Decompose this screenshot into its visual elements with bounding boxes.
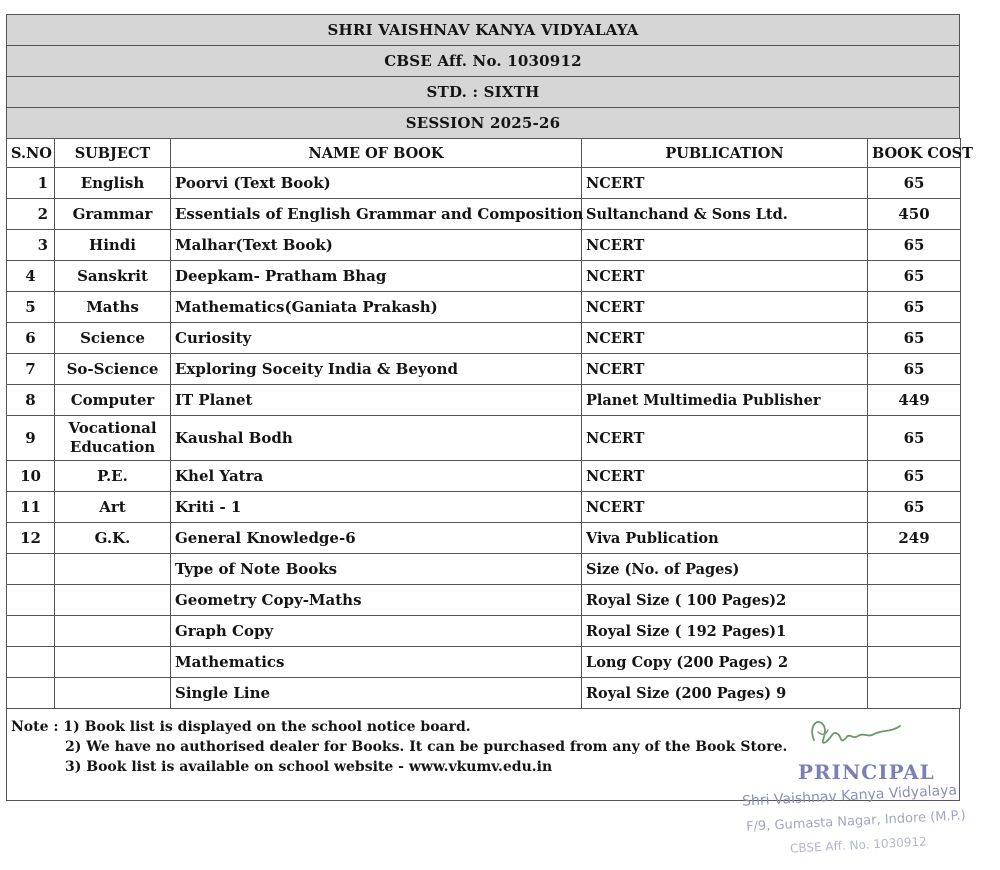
stamp-affiliation: CBSE Aff. No. 1030912 <box>789 834 927 856</box>
empty-cell <box>7 647 55 678</box>
notebook-header-row <box>7 554 961 585</box>
row-cost: 65 <box>868 168 961 199</box>
note-line-3: 3) Book list is available on school website - www.vkumv.edu.in <box>65 759 553 775</box>
notebook-row <box>7 585 961 616</box>
empty-cell <box>868 647 961 678</box>
row-publication: NCERT <box>582 168 868 199</box>
empty-cell <box>7 585 55 616</box>
notebook-size: Long Copy (200 Pages) 2 <box>582 647 868 678</box>
row-book: Khel Yatra <box>171 461 582 492</box>
note-line-1: Note : 1) Book list is displayed on the school notice board. <box>11 719 471 735</box>
row-book: Deepkam- Pratham Bhag <box>171 261 582 292</box>
row-sno: 4 <box>7 261 55 292</box>
row-book: Kaushal Bodh <box>171 416 582 461</box>
row-subject: So-Science <box>55 354 171 385</box>
row-sno: 9 <box>7 416 55 461</box>
row-publication: Sultanchand & Sons Ltd. <box>582 199 868 230</box>
row-subject: Computer <box>55 385 171 416</box>
column-header-subject: SUBJECT <box>55 139 171 168</box>
affiliation-number: CBSE Aff. No. 1030912 <box>6 45 960 76</box>
row-cost: 65 <box>868 354 961 385</box>
empty-cell <box>868 554 961 585</box>
notebook-size: Royal Size ( 192 Pages)1 <box>582 616 868 647</box>
empty-cell <box>55 678 171 709</box>
row-sno: 2 <box>7 199 55 230</box>
stamp-school-name: Shri Vaishnav Kanya Vidyalaya <box>741 782 958 810</box>
row-sno: 7 <box>7 354 55 385</box>
table-row <box>7 199 961 230</box>
notebook-row <box>7 678 961 709</box>
row-cost: 65 <box>868 461 961 492</box>
signature-icon <box>804 712 914 762</box>
notebook-size: Royal Size ( 100 Pages)2 <box>582 585 868 616</box>
table-row <box>7 230 961 261</box>
empty-cell <box>7 616 55 647</box>
row-book: IT Planet <box>171 385 582 416</box>
row-book: Curiosity <box>171 323 582 354</box>
row-publication: NCERT <box>582 323 868 354</box>
row-publication: NCERT <box>582 292 868 323</box>
row-book: Exploring Soceity India & Beyond <box>171 354 582 385</box>
row-sno: 3 <box>7 230 55 261</box>
notebook-type-heading: Type of Note Books <box>171 554 582 585</box>
empty-cell <box>55 647 171 678</box>
row-publication: NCERT <box>582 261 868 292</box>
empty-cell <box>7 554 55 585</box>
row-book: Kriti - 1 <box>171 492 582 523</box>
table-row <box>7 523 961 554</box>
principal-stamp <box>740 712 990 862</box>
empty-cell <box>55 554 171 585</box>
row-cost: 65 <box>868 230 961 261</box>
notebook-type: Graph Copy <box>171 616 582 647</box>
row-publication: NCERT <box>582 461 868 492</box>
column-header-cost: BOOK COST <box>868 139 961 168</box>
table-row <box>7 354 961 385</box>
column-header-publication: PUBLICATION <box>582 139 868 168</box>
row-sno: 11 <box>7 492 55 523</box>
row-publication: Planet Multimedia Publisher <box>582 385 868 416</box>
row-sno: 10 <box>7 461 55 492</box>
empty-cell <box>868 616 961 647</box>
column-header-book: NAME OF BOOK <box>171 139 582 168</box>
row-book: Poorvi (Text Book) <box>171 168 582 199</box>
table-row <box>7 323 961 354</box>
row-cost: 65 <box>868 261 961 292</box>
empty-cell <box>868 678 961 709</box>
column-header-sno: S.NO <box>7 139 55 168</box>
notebook-row <box>7 616 961 647</box>
row-sno: 8 <box>7 385 55 416</box>
notebook-size-heading: Size (No. of Pages) <box>582 554 868 585</box>
row-subject: Science <box>55 323 171 354</box>
session-label: SESSION 2025-26 <box>6 107 960 138</box>
row-subject: Art <box>55 492 171 523</box>
notebook-row <box>7 647 961 678</box>
book-list-sheet <box>6 14 973 801</box>
empty-cell <box>55 585 171 616</box>
row-cost: 450 <box>868 199 961 230</box>
row-publication: NCERT <box>582 492 868 523</box>
principal-title: PRINCIPAL <box>798 760 935 784</box>
empty-cell <box>55 616 171 647</box>
row-subject: Sanskrit <box>55 261 171 292</box>
row-publication: NCERT <box>582 416 868 461</box>
row-cost: 65 <box>868 292 961 323</box>
table-row <box>7 492 961 523</box>
row-publication: NCERT <box>582 354 868 385</box>
table-row <box>7 416 961 461</box>
row-cost: 449 <box>868 385 961 416</box>
row-cost: 65 <box>868 416 961 461</box>
row-sno: 1 <box>7 168 55 199</box>
stamp-address: F/9, Gumasta Nagar, Indore (M.P.) <box>745 808 966 835</box>
note-line-2: 2) We have no authorised dealer for Books. It can be purchased from any of the Book Store. <box>65 739 788 755</box>
row-subject: P.E. <box>55 461 171 492</box>
row-subject: Vocational Education <box>55 416 171 461</box>
table-row <box>7 385 961 416</box>
table-row <box>7 292 961 323</box>
book-list-table <box>6 138 973 709</box>
row-book: Essentials of English Grammar and Composition <box>171 199 582 230</box>
notebook-size: Royal Size (200 Pages) 9 <box>582 678 868 709</box>
row-sno: 5 <box>7 292 55 323</box>
row-cost: 65 <box>868 323 961 354</box>
row-sno: 12 <box>7 523 55 554</box>
table-header-row <box>7 139 961 168</box>
table-row <box>7 168 961 199</box>
row-cost: 249 <box>868 523 961 554</box>
standard-label: STD. : SIXTH <box>6 76 960 107</box>
table-row <box>7 261 961 292</box>
table-row <box>7 461 961 492</box>
notebook-type: Mathematics <box>171 647 582 678</box>
empty-cell <box>7 678 55 709</box>
row-sno: 6 <box>7 323 55 354</box>
empty-cell <box>868 585 961 616</box>
row-book: Malhar(Text Book) <box>171 230 582 261</box>
row-subject: G.K. <box>55 523 171 554</box>
row-subject: English <box>55 168 171 199</box>
notebook-type: Geometry Copy-Maths <box>171 585 582 616</box>
row-subject: Grammar <box>55 199 171 230</box>
row-publication: Viva Publication <box>582 523 868 554</box>
row-book: Mathematics(Ganiata Prakash) <box>171 292 582 323</box>
notebook-type: Single Line <box>171 678 582 709</box>
row-publication: NCERT <box>582 230 868 261</box>
row-subject: Maths <box>55 292 171 323</box>
row-book: General Knowledge-6 <box>171 523 582 554</box>
school-name: SHRI VAISHNAV KANYA VIDYALAYA <box>6 14 960 45</box>
row-cost: 65 <box>868 492 961 523</box>
row-subject: Hindi <box>55 230 171 261</box>
